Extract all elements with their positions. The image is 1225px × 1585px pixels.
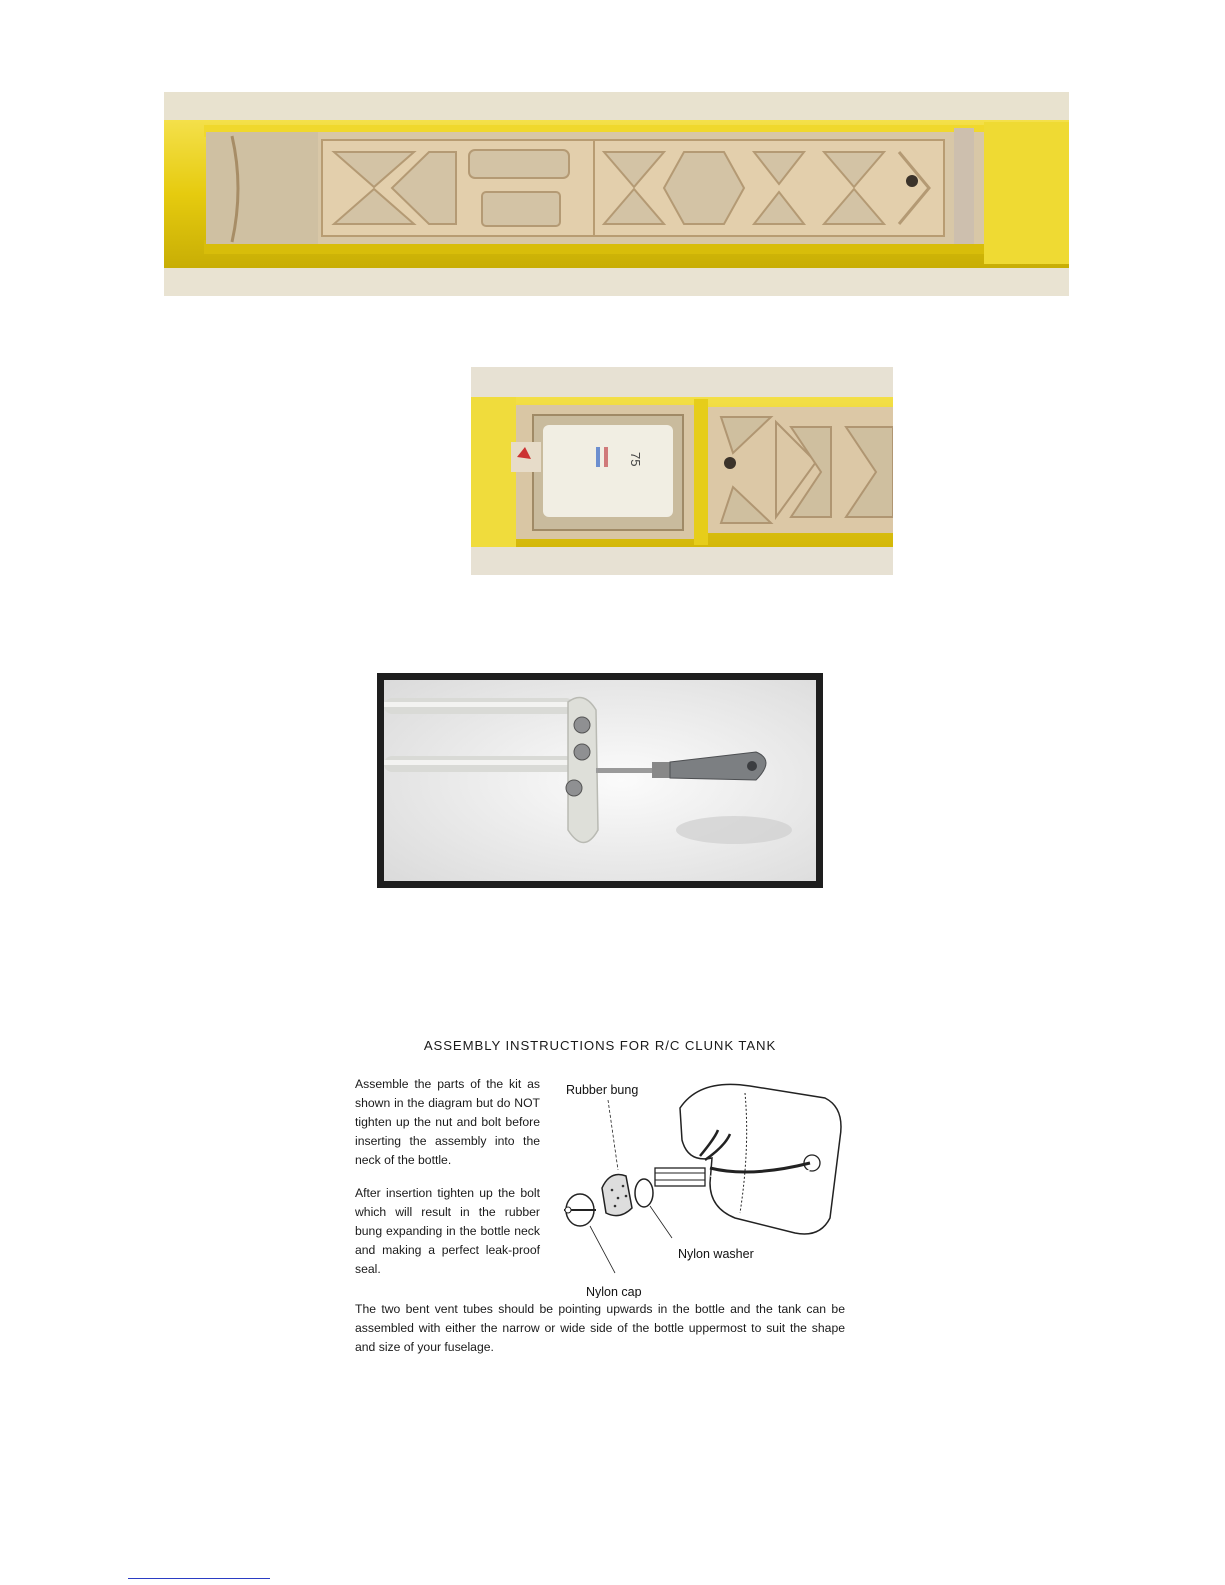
fuselage-top-view-photo xyxy=(164,92,1069,296)
rubber-bung-label: Rubber bung xyxy=(566,1083,639,1097)
footer-rule xyxy=(128,1578,270,1579)
nylon-cap-label: Nylon cap xyxy=(586,1285,642,1298)
instructions-paragraph-2: After insertion tighten up the bolt which will result in the rubber bung expanding in the bottle neck and making a perfect leak-proof seal. xyxy=(355,1186,540,1276)
instructions-title: ASSEMBLY INSTRUCTIONS FOR R/C CLUNK TANK xyxy=(423,1038,777,1053)
fuselage-fuel-tank-bay-photo xyxy=(471,367,893,575)
clunk-tank-diagram xyxy=(560,1068,850,1298)
instructions-paragraph-3: The two bent vent tubes should be pointing upwards in the bottle and the tank can be assembled with either the narrow or wide side of the bottle uppermost to suit the shape and size of your fuselage. xyxy=(355,1302,845,1354)
clunk-tank-instructions xyxy=(355,1038,845,1354)
instructions-left-column xyxy=(355,1075,540,1293)
instructions-paragraph-1: Assemble the parts of the kit as shown in the diagram but do NOT tighten up the nut and bolt before inserting the assembly into the neck of the bottle. xyxy=(355,1077,540,1167)
pushrod-clevis-assembly-photo xyxy=(377,673,823,888)
nylon-washer-label: Nylon washer xyxy=(678,1247,754,1261)
tank-marking: 75 xyxy=(628,452,643,467)
